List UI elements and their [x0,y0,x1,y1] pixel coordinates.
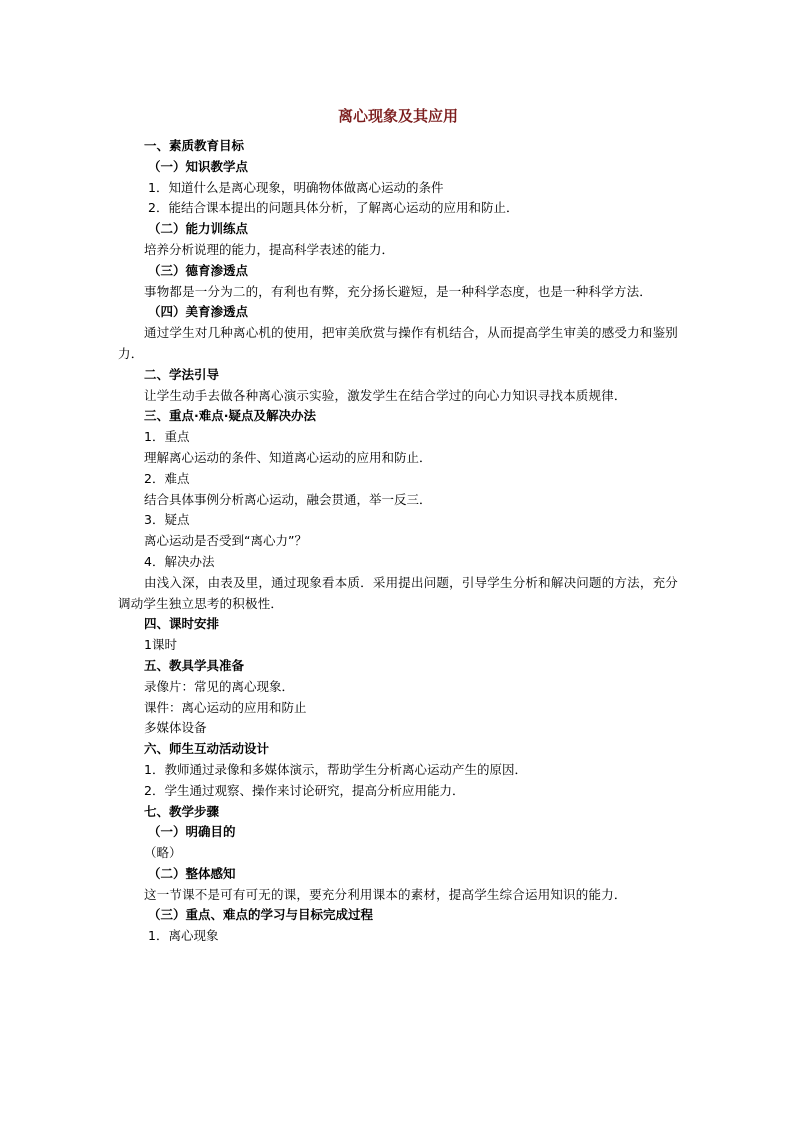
section-7-sub-2-heading: （二）整体感知 [148,865,236,881]
section-2-heading: 二、学法引导 [144,366,220,382]
section-4-text: 1课时 [144,637,177,653]
section-1-sub-2-text: 培养分析说理的能力，提高科学表述的能力． [144,241,395,257]
section-5-heading: 五、教具学具准备 [144,657,245,673]
section-3-point-1-text: 理解离心运动的条件、知道离心运动的应用和防止． [144,449,432,465]
section-6-item-1: 1．教师通过录像和多媒体演示，帮助学生分析离心运动产生的原因． [144,761,527,777]
section-5-item-1: 录像片：常见的离心现象． [144,678,295,694]
section-1-sub-4-heading: （四）美育渗透点 [148,304,249,320]
section-7-sub-2-text: 这一节课不是可有可无的课，要充分利用课本的素材，提高学生综合运用知识的能力． [144,886,627,902]
section-3-point-3-text: 离心运动是否受到“离心力”？ [144,533,307,549]
section-7-sub-1-text: （略） [144,845,182,861]
section-1-sub-2-heading: （二）能力训练点 [148,221,249,237]
section-5-item-3: 多媒体设备 [144,720,207,736]
section-7-sub-3-heading: （三）重点、难点的学习与目标完成过程 [148,907,374,923]
section-1-sub-3-heading: （三）德育渗透点 [148,262,249,278]
section-1-heading: 一、素质教育目标 [144,138,245,153]
section-7-sub-3-item: 1．离心现象 [148,928,219,944]
section-1-sub-4-text: 通过学生对几种离心机的使用，把审美欣赏与操作有机结合，从而提高学生审美的感受力和鉴别力． [118,325,678,361]
section-1-sub-1-item-1: 1．知道什么是离心现象，明确物体做离心运动的条件 [148,179,444,195]
section-3-point-2-label: 2．难点 [144,470,190,486]
section-6-heading: 六、师生互动活动设计 [144,741,270,757]
document-page [118,104,678,947]
section-6-item-2: 2．学生通过观察、操作来讨论研究，提高分析应用能力． [144,782,465,798]
section-1-sub-1-item-2: 2．能结合课本提出的问题具体分析，了解离心运动的应用和防止． [148,200,519,216]
section-7-heading: 七、教学步骤 [144,803,220,819]
section-7-sub-1-heading: （一）明确目的 [148,824,236,840]
section-1-sub-1-heading: （一）知识教学点 [148,158,249,174]
section-3-point-4-label: 4．解决办法 [144,553,215,569]
section-3-heading: 三、重点·难点·疑点及解决办法 [144,408,316,424]
section-3-point-1-label: 1．重点 [144,429,190,445]
section-3-point-2-text: 结合具体事例分析离心运动，融会贯通，举一反三． [144,491,432,507]
section-1-sub-3-text: 事物都是一分为二的，有利也有弊，充分扬长避短，是一种科学态度，也是一种科学方法． [144,283,653,299]
section-2-text: 让学生动手去做各种离心演示实验，激发学生在结合学过的向心力知识寻找本质规律． [144,387,627,403]
document-title: 离心现象及其应用 [337,107,458,125]
section-3-point-4-text: 由浅入深，由表及里，通过现象看本质．采用提出问题，引导学生分析和解决问题的方法，充分调动学生独立思考的积极性． [118,574,678,611]
section-3-point-3-label: 3．疑点 [144,512,190,528]
section-5-item-2: 课件：离心运动的应用和防止 [144,699,307,715]
section-4-heading: 四、课时安排 [144,616,220,632]
